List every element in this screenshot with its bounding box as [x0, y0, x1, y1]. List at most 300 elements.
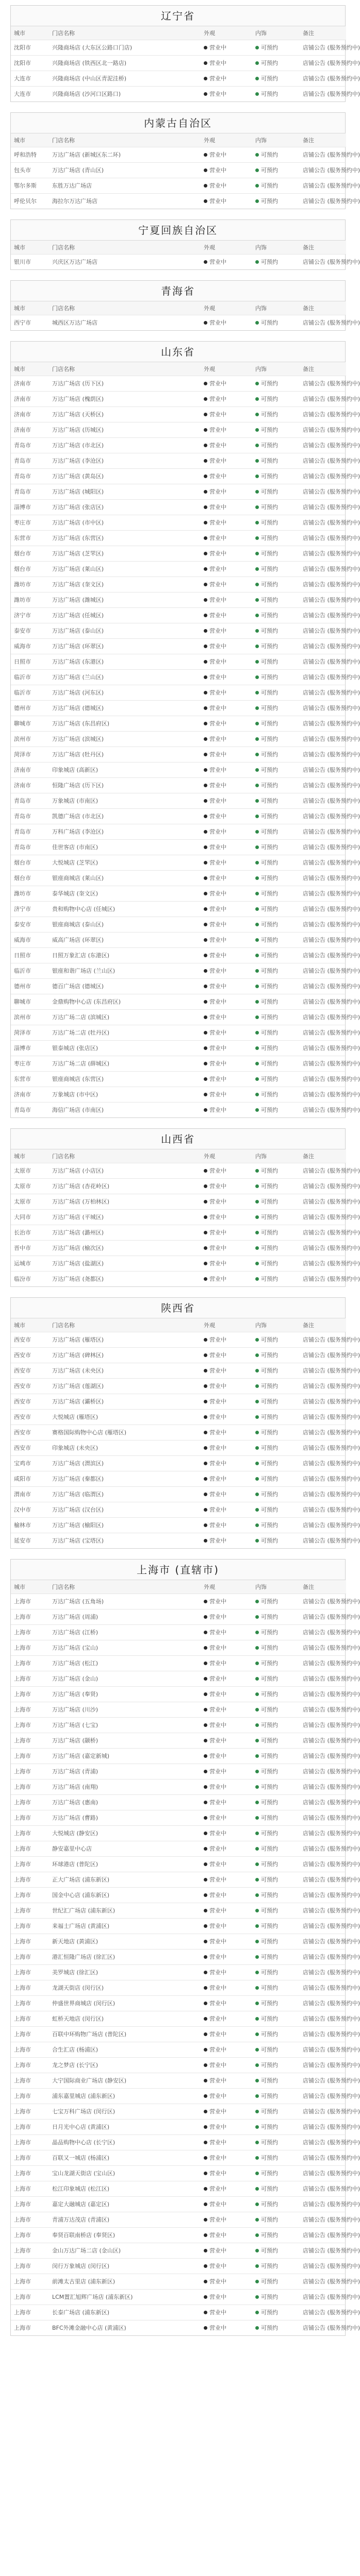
remark-cell: 店铺公告 (服务预约中) — [300, 1810, 346, 1825]
interior-status-text: 可预约 — [261, 1429, 278, 1436]
exterior-status-cell — [201, 747, 252, 762]
remark-cell: 店铺公告 (服务预约中) — [300, 1733, 346, 1748]
exterior-status-text: 营业中 — [209, 60, 226, 66]
status-dot-icon — [255, 2141, 259, 2144]
store-name-cell: 万达广场店 (张店区) — [49, 499, 201, 515]
interior-status-text: 可预约 — [261, 167, 278, 174]
city-cell: 潍坊市 — [11, 577, 49, 592]
exterior-status-cell — [201, 1425, 252, 1440]
exterior-status-text: 营业中 — [209, 1491, 226, 1498]
table-row — [11, 2212, 346, 2227]
store-name-cell: 万达广场店 (黄岛区) — [49, 468, 201, 484]
remark-cell: 店铺公告 (服务预约中) — [300, 1425, 346, 1440]
interior-status-text: 可预约 — [261, 319, 278, 327]
status-dot-icon — [204, 536, 207, 540]
table-header-row — [11, 26, 346, 40]
exterior-status-cell — [201, 917, 252, 932]
interior-status-cell — [252, 71, 300, 86]
status-dot-icon — [255, 629, 259, 633]
city-cell: 西安市 — [11, 1347, 49, 1363]
exterior-status-text: 营业中 — [209, 75, 226, 82]
table-row — [11, 747, 346, 762]
remark-cell: 店铺公告 (服务预约中) — [300, 793, 346, 808]
status-dot-icon — [255, 645, 259, 648]
status-dot-icon — [255, 1077, 259, 1081]
status-dot-icon — [204, 1384, 207, 1388]
status-dot-icon — [255, 2032, 259, 2036]
table-row — [11, 1394, 346, 1409]
interior-status-text: 可预约 — [261, 844, 278, 851]
store-name-cell: 万达广场店 (环翠区) — [49, 638, 201, 654]
interior-status-text: 可预约 — [261, 798, 278, 804]
status-dot-icon — [255, 505, 259, 509]
status-dot-icon — [204, 2249, 207, 2252]
interior-status-text: 可预约 — [261, 2031, 278, 2038]
remark-cell: 店铺公告 (服务预约中) — [300, 669, 346, 685]
exterior-status-text: 营业中 — [209, 2201, 226, 2208]
table-row — [11, 86, 346, 101]
table-row — [11, 2181, 346, 2196]
status-dot-icon — [255, 1539, 259, 1543]
remark-cell: 店铺公告 (服务预约中) — [300, 40, 346, 55]
exterior-status-cell — [201, 839, 252, 855]
exterior-status-text: 营业中 — [209, 628, 226, 634]
store-name-cell: 万达广场店 (碑林区) — [49, 1347, 201, 1363]
interior-status-cell — [252, 2258, 300, 2274]
city-cell: 上海市 — [11, 2073, 49, 2088]
store-name-cell: 正大广场店 (浦东新区) — [49, 1872, 201, 1887]
table-row — [11, 2104, 346, 2119]
interior-status-text: 可预约 — [261, 2015, 278, 2022]
interior-status-cell — [252, 178, 300, 193]
city-cell: 东营市 — [11, 1071, 49, 1087]
status-dot-icon — [204, 567, 207, 571]
city-cell: 上海市 — [11, 1856, 49, 1872]
city-cell: 上海市 — [11, 1903, 49, 1918]
store-table — [11, 301, 360, 330]
column-header: 备注 — [300, 1149, 346, 1163]
city-cell: 青岛市 — [11, 484, 49, 499]
status-dot-icon — [255, 77, 259, 80]
exterior-status-text: 营业中 — [209, 2031, 226, 2038]
interior-status-text: 可预约 — [261, 1506, 278, 1513]
status-dot-icon — [204, 92, 207, 96]
exterior-status-cell — [201, 1594, 252, 1609]
status-dot-icon — [255, 1801, 259, 1804]
exterior-status-cell — [201, 1517, 252, 1533]
city-cell: 上海市 — [11, 1825, 49, 1841]
city-cell: 长治市 — [11, 1225, 49, 1240]
exterior-status-text: 营业中 — [209, 720, 226, 727]
exterior-status-text: 营业中 — [209, 1336, 226, 1343]
store-name-cell: 万达广场店 (秦都区) — [49, 1471, 201, 1486]
interior-status-text: 可预约 — [261, 1060, 278, 1067]
status-dot-icon — [255, 1770, 259, 1773]
exterior-status-text: 营业中 — [209, 1799, 226, 1806]
table-row — [11, 2243, 346, 2258]
store-name-cell: 万达广场店 (嘉定新城) — [49, 1748, 201, 1764]
store-name-cell: 万达广场店 (临渭区) — [49, 1486, 201, 1502]
store-name-cell: 万达广场店 (滨城区) — [49, 731, 201, 747]
interior-status-cell — [252, 1717, 300, 1733]
status-dot-icon — [255, 1108, 259, 1112]
exterior-status-text: 营业中 — [209, 1985, 226, 1991]
interior-status-text: 可预约 — [261, 1861, 278, 1868]
remark-cell: 店铺公告 (服务预约中) — [300, 162, 346, 178]
store-name-cell: 日月光中心店 (黄浦区) — [49, 2119, 201, 2134]
remark-cell: 店铺公告 (服务预约中) — [300, 654, 346, 669]
interior-status-cell — [252, 2104, 300, 2119]
exterior-status-cell — [201, 1702, 252, 1717]
status-dot-icon — [255, 1600, 259, 1603]
city-cell: 上海市 — [11, 1934, 49, 1949]
table-row — [11, 1178, 346, 1194]
exterior-status-text: 营业中 — [209, 519, 226, 526]
remark-cell: 店铺公告 (服务预约中) — [300, 1332, 346, 1347]
interior-status-text: 可预约 — [261, 1645, 278, 1651]
exterior-status-text: 营业中 — [209, 1675, 226, 1682]
column-header: 外观 — [201, 301, 252, 315]
status-dot-icon — [255, 397, 259, 401]
remark-cell: 店铺公告 (服务预约中) — [300, 1040, 346, 1056]
exterior-status-text: 营业中 — [209, 968, 226, 974]
status-dot-icon — [204, 474, 207, 478]
interior-status-text: 可预约 — [261, 1923, 278, 1929]
interior-status-cell — [252, 1594, 300, 1609]
interior-status-text: 可预约 — [261, 1876, 278, 1883]
table-row — [11, 1640, 346, 1655]
table-row — [11, 793, 346, 808]
status-dot-icon — [204, 1262, 207, 1265]
status-dot-icon — [204, 845, 207, 849]
interior-status-text: 可预约 — [261, 705, 278, 711]
interior-status-text: 可预约 — [261, 643, 278, 650]
store-name-cell: 万达广场店 (东昌府区) — [49, 716, 201, 731]
table-row — [11, 376, 346, 391]
status-dot-icon — [255, 1215, 259, 1219]
table-row — [11, 406, 346, 422]
city-cell: 西安市 — [11, 1409, 49, 1425]
status-dot-icon — [204, 2218, 207, 2222]
interior-status-text: 可预约 — [261, 689, 278, 696]
city-cell: 滨州市 — [11, 1009, 49, 1025]
remark-cell: 店铺公告 (服务预约中) — [300, 484, 346, 499]
exterior-status-cell — [201, 1378, 252, 1394]
store-name-cell: 东胜万达广场店 — [49, 178, 201, 193]
status-dot-icon — [255, 2326, 259, 2330]
table-row — [11, 1949, 346, 1964]
status-dot-icon — [204, 1477, 207, 1481]
interior-status-text: 可预约 — [261, 1892, 278, 1899]
status-dot-icon — [204, 1847, 207, 1851]
exterior-status-text: 营业中 — [209, 937, 226, 943]
status-dot-icon — [204, 1493, 207, 1496]
city-cell: 宝鸡市 — [11, 1455, 49, 1471]
table-row — [11, 1517, 346, 1533]
table-row — [11, 901, 346, 917]
interior-status-cell — [252, 917, 300, 932]
interior-status-cell — [252, 376, 300, 391]
store-name-cell: 虹桥天地店 (闵行区) — [49, 2011, 201, 2026]
exterior-status-text: 营业中 — [209, 1861, 226, 1868]
interior-status-text: 可预约 — [261, 921, 278, 928]
exterior-status-text: 营业中 — [209, 828, 226, 835]
status-dot-icon — [255, 1662, 259, 1665]
region-section — [10, 1128, 360, 1287]
interior-status-cell — [252, 1748, 300, 1764]
table-row — [11, 2088, 346, 2104]
status-dot-icon — [204, 706, 207, 710]
interior-status-cell — [252, 669, 300, 685]
store-name-cell: 七宝万科广场店 (闵行区) — [49, 2104, 201, 2119]
status-dot-icon — [204, 1615, 207, 1619]
remark-cell: 店铺公告 (服务预约中) — [303, 1276, 360, 1283]
remark-cell: 店铺公告 (服务预约中) — [300, 1087, 346, 1102]
interior-status-cell — [252, 1363, 300, 1378]
status-dot-icon — [255, 1878, 259, 1882]
remark-cell: 店铺公告 (服务预约中) — [300, 1009, 346, 1025]
status-dot-icon — [255, 1446, 259, 1450]
exterior-status-cell — [201, 193, 252, 209]
city-cell: 上海市 — [11, 1949, 49, 1964]
status-dot-icon — [204, 598, 207, 602]
remark-cell: 店铺公告 (服务预约中) — [300, 1934, 346, 1949]
interior-status-cell — [252, 1733, 300, 1748]
table-row — [11, 254, 346, 269]
status-dot-icon — [255, 2063, 259, 2067]
exterior-status-text: 营业中 — [209, 1537, 226, 1545]
exterior-status-text: 营业中 — [209, 2170, 226, 2177]
exterior-status-cell — [201, 1102, 252, 1117]
interior-status-cell — [252, 1025, 300, 1040]
store-name-cell: 海信广场店 (市南区) — [52, 1107, 104, 1114]
interior-status-cell — [252, 1609, 300, 1624]
exterior-status-cell — [201, 2011, 252, 2026]
status-dot-icon — [255, 184, 259, 188]
remark-cell: 店铺公告 (服务预约中) — [300, 592, 346, 607]
status-dot-icon — [204, 168, 207, 172]
remark-cell: 店铺公告 (服务预约中) — [300, 747, 346, 762]
store-name-cell: 万达广场店 (宝山) — [49, 1640, 201, 1655]
status-dot-icon — [204, 2110, 207, 2113]
exterior-status-text: 营业中 — [209, 1768, 226, 1775]
interior-status-text: 可预约 — [261, 1753, 278, 1759]
city-cell: 渭南市 — [11, 1486, 49, 1502]
remark-cell: 店铺公告 (服务预约中) — [300, 1225, 346, 1240]
region-title: 辽宁省 — [11, 6, 345, 26]
table-header-row — [11, 301, 346, 315]
exterior-status-cell — [201, 1733, 252, 1748]
interior-status-text: 可预约 — [261, 2216, 278, 2223]
status-dot-icon — [204, 1862, 207, 1866]
status-dot-icon — [255, 985, 259, 988]
status-dot-icon — [255, 753, 259, 756]
exterior-status-cell — [201, 2243, 252, 2258]
remark-cell: 店铺公告 (服务预约中) — [300, 870, 346, 886]
city-cell: 西安市 — [11, 1363, 49, 1378]
exterior-status-cell — [201, 716, 252, 731]
column-header: 内饰 — [252, 133, 300, 147]
city-cell: 运城市 — [11, 1256, 49, 1271]
store-name-cell: 日照万象汇店 (东港区) — [49, 947, 201, 963]
exterior-status-text: 营业中 — [209, 488, 226, 495]
interior-status-cell — [252, 1347, 300, 1363]
table-row — [11, 2165, 346, 2181]
status-dot-icon — [255, 583, 259, 586]
interior-status-text: 可预约 — [261, 581, 278, 588]
table-row — [11, 1102, 346, 1117]
store-table — [11, 1318, 360, 1548]
remark-cell: 店铺公告 (服务预约中) — [300, 561, 346, 577]
store-name-cell: 银座商城店 (泰山区) — [49, 917, 201, 932]
remark-cell: 店铺公告 (服务预约中) — [300, 731, 346, 747]
interior-status-cell — [252, 592, 300, 607]
interior-status-cell — [252, 1825, 300, 1841]
status-dot-icon — [255, 1832, 259, 1835]
interior-status-text: 可预约 — [261, 983, 278, 990]
exterior-status-text: 营业中 — [209, 1460, 226, 1467]
interior-status-text: 可预约 — [261, 1522, 278, 1529]
status-dot-icon — [204, 1801, 207, 1804]
remark-cell: 店铺公告 (服务预约中) — [300, 1194, 346, 1209]
status-dot-icon — [204, 691, 207, 694]
store-name-cell: 万达广场店 (德城区) — [49, 700, 201, 716]
interior-status-cell — [252, 1040, 300, 1056]
interior-status-cell — [252, 994, 300, 1009]
interior-status-cell — [252, 1332, 300, 1347]
exterior-status-cell — [201, 1440, 252, 1455]
exterior-status-text: 营业中 — [209, 1629, 226, 1636]
status-dot-icon — [204, 2094, 207, 2098]
city-cell: 延安市 — [14, 1537, 31, 1545]
interior-status-cell — [252, 2011, 300, 2026]
status-dot-icon — [255, 660, 259, 664]
table-row — [11, 1009, 346, 1025]
store-name-cell: 印象城店 (未央区) — [49, 1440, 201, 1455]
store-name-cell: 万达广场店 (未央区) — [49, 1363, 201, 1378]
exterior-status-cell — [201, 1394, 252, 1409]
table-row — [11, 1087, 346, 1102]
table-row — [11, 731, 346, 747]
interior-status-cell — [252, 2304, 300, 2320]
region-section — [10, 1559, 360, 2336]
table-row — [11, 1471, 346, 1486]
interior-status-cell — [252, 453, 300, 468]
exterior-status-text: 营业中 — [209, 1367, 226, 1374]
remark-cell: 店铺公告 (服务预约中) — [300, 2104, 346, 2119]
city-cell: 上海市 — [11, 1995, 49, 2011]
table-row — [11, 2289, 346, 2304]
exterior-status-text: 营业中 — [209, 643, 226, 650]
interior-status-cell — [252, 1056, 300, 1071]
interior-status-cell — [252, 1887, 300, 1903]
city-cell: 青岛市 — [11, 808, 49, 824]
status-dot-icon — [204, 260, 207, 264]
store-name-cell: 兴庆区万达广场店 — [52, 259, 97, 266]
exterior-status-cell — [201, 1240, 252, 1256]
status-dot-icon — [255, 1508, 259, 1512]
exterior-status-cell — [201, 947, 252, 963]
table-row — [11, 1378, 346, 1394]
remark-cell: 店铺公告 (服务预约中) — [300, 2011, 346, 2026]
exterior-status-cell — [201, 1178, 252, 1194]
interior-status-cell — [252, 1702, 300, 1717]
interior-status-cell — [252, 1071, 300, 1087]
interior-status-text: 可预约 — [261, 767, 278, 773]
remark-cell: 店铺公告 (服务预约中) — [300, 1409, 346, 1425]
store-name-cell: 万达广场店 (南翔) — [49, 1779, 201, 1794]
status-dot-icon — [204, 1631, 207, 1634]
table-row — [11, 1671, 346, 1686]
store-name-cell: BFC外滩金融中心店 (黄浦区) — [52, 2325, 126, 2332]
interior-status-cell — [252, 1240, 300, 1256]
store-table — [11, 241, 360, 269]
store-name-cell: 印象城店 (高新区) — [49, 762, 201, 777]
city-cell: 上海市 — [11, 1702, 49, 1717]
exterior-status-text: 营业中 — [209, 396, 226, 402]
city-cell: 威海市 — [11, 638, 49, 654]
city-cell: 上海市 — [14, 2325, 31, 2332]
column-header: 备注 — [300, 26, 346, 40]
store-name-cell: 兴隆商场店 (铁西区北一路店) — [49, 55, 201, 71]
city-cell: 济宁市 — [11, 901, 49, 917]
interior-status-text: 可预约 — [261, 457, 278, 464]
table-row — [11, 530, 346, 546]
status-dot-icon — [204, 1093, 207, 1096]
exterior-status-text: 营业中 — [209, 473, 226, 480]
interior-status-cell — [252, 886, 300, 901]
table-row — [11, 592, 346, 607]
interior-status-cell — [252, 1949, 300, 1964]
interior-status-cell — [252, 40, 300, 55]
interior-status-text: 可预约 — [261, 44, 278, 51]
exterior-status-cell — [201, 1887, 252, 1903]
interior-status-cell — [252, 1841, 300, 1856]
region-title: 上海市 (直辖市) — [11, 1560, 345, 1580]
interior-status-text: 可预约 — [261, 1336, 278, 1343]
interior-status-text: 可预约 — [261, 1815, 278, 1821]
exterior-status-cell — [201, 978, 252, 994]
table-header-row — [11, 362, 346, 376]
status-dot-icon — [204, 2032, 207, 2036]
status-dot-icon — [204, 1971, 207, 1974]
interior-status-cell — [252, 607, 300, 623]
city-cell: 济南市 — [11, 376, 49, 391]
interior-status-text: 可预约 — [261, 60, 278, 66]
remark-cell: 店铺公告 (服务预约中) — [300, 1378, 346, 1394]
table-row — [11, 40, 346, 55]
exterior-status-cell — [201, 484, 252, 499]
remark-cell: 店铺公告 (服务预约中) — [300, 1240, 346, 1256]
interior-status-cell — [252, 700, 300, 716]
store-name-cell: 合生汇店 (杨浦区) — [49, 2042, 201, 2057]
interior-status-cell — [252, 1517, 300, 1533]
store-name-cell: 晶品购物中心店 (长宁区) — [49, 2134, 201, 2150]
store-name-cell: 美罗城店 (徐汇区) — [49, 1964, 201, 1980]
column-header: 外观 — [201, 1318, 252, 1332]
interior-status-text: 可预约 — [261, 1737, 278, 1744]
status-dot-icon — [204, 660, 207, 664]
interior-status-cell — [252, 1655, 300, 1671]
status-dot-icon — [204, 2141, 207, 2144]
interior-status-text: 可预约 — [261, 1091, 278, 1098]
interior-status-text: 可预约 — [261, 1383, 278, 1389]
city-cell: 汉中市 — [11, 1502, 49, 1517]
status-dot-icon — [204, 2156, 207, 2160]
status-dot-icon — [204, 1539, 207, 1543]
city-cell: 菏泽市 — [11, 747, 49, 762]
interior-status-cell — [252, 484, 300, 499]
